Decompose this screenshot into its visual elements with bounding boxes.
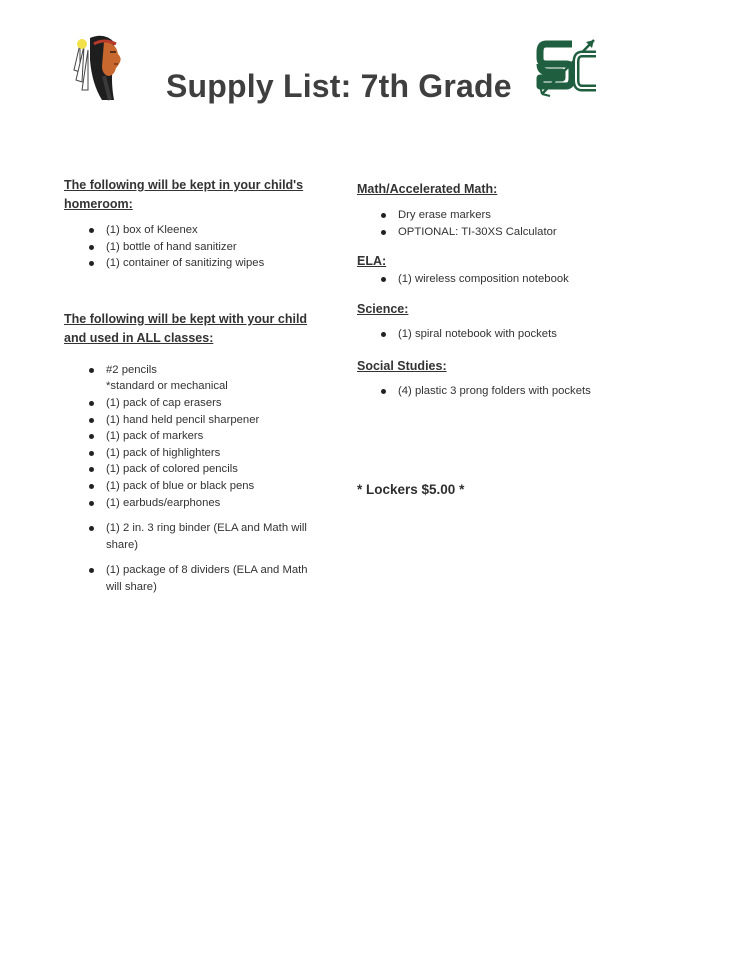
ela-list xyxy=(357,271,657,288)
list-item: (1) pack of blue or black pens xyxy=(64,478,326,495)
all-classes-heading: The following will be kept with your child and used in ALL classes: xyxy=(64,311,308,345)
list-item: (1) 2 in. 3 ring binder (ELA and Math will share) xyxy=(64,520,326,553)
math-heading: Math/Accelerated Math: xyxy=(357,182,498,196)
list-item: (1) pack of markers xyxy=(64,428,326,445)
homeroom-heading: The following will be kept in your child's homeroom: xyxy=(64,178,304,211)
list-item: (4) plastic 3 prong folders with pockets xyxy=(357,383,657,400)
page-title: Supply List: 7th Grade xyxy=(166,68,512,104)
social-studies-list xyxy=(357,383,657,400)
homeroom-list xyxy=(64,222,326,272)
list-item: (1) spiral notebook with pockets xyxy=(357,326,657,343)
list-item: OPTIONAL: TI-30XS Calculator xyxy=(357,224,657,241)
list-item-text: #2 pencils xyxy=(106,363,157,376)
ela-heading: ELA: xyxy=(357,254,387,269)
list-item: (1) bottle of hand sanitizer xyxy=(64,239,326,256)
sc-monogram-arrow-icon xyxy=(536,34,602,100)
list-item-note: *standard or mechanical xyxy=(106,380,228,393)
science-list xyxy=(357,326,657,343)
all-classes-list xyxy=(64,362,326,596)
indian-chief-mascot-icon xyxy=(70,30,130,102)
list-item: (1) pack of cap erasers xyxy=(64,395,326,412)
list-item: (1) package of 8 dividers (ELA and Math will share) xyxy=(64,562,326,595)
right-column xyxy=(357,180,657,497)
list-item: Dry erase markers xyxy=(357,207,657,224)
lockers-fee: * Lockers $5.00 * xyxy=(357,482,465,497)
list-item: (1) box of Kleenex xyxy=(64,222,326,239)
list-item: (1) pack of colored pencils xyxy=(64,461,326,478)
list-item: (1) pack of highlighters xyxy=(64,445,326,462)
list-item: (1) wireless composition notebook xyxy=(357,271,657,288)
math-list xyxy=(357,207,657,240)
social-studies-heading: Social Studies: xyxy=(357,359,447,374)
science-heading: Science: xyxy=(357,301,409,316)
left-column xyxy=(64,176,326,596)
list-item: (1) earbuds/earphones xyxy=(64,495,326,512)
list-item: (1) hand held pencil sharpener xyxy=(64,412,326,429)
list-item xyxy=(64,362,326,395)
list-item: (1) container of sanitizing wipes xyxy=(64,255,326,272)
